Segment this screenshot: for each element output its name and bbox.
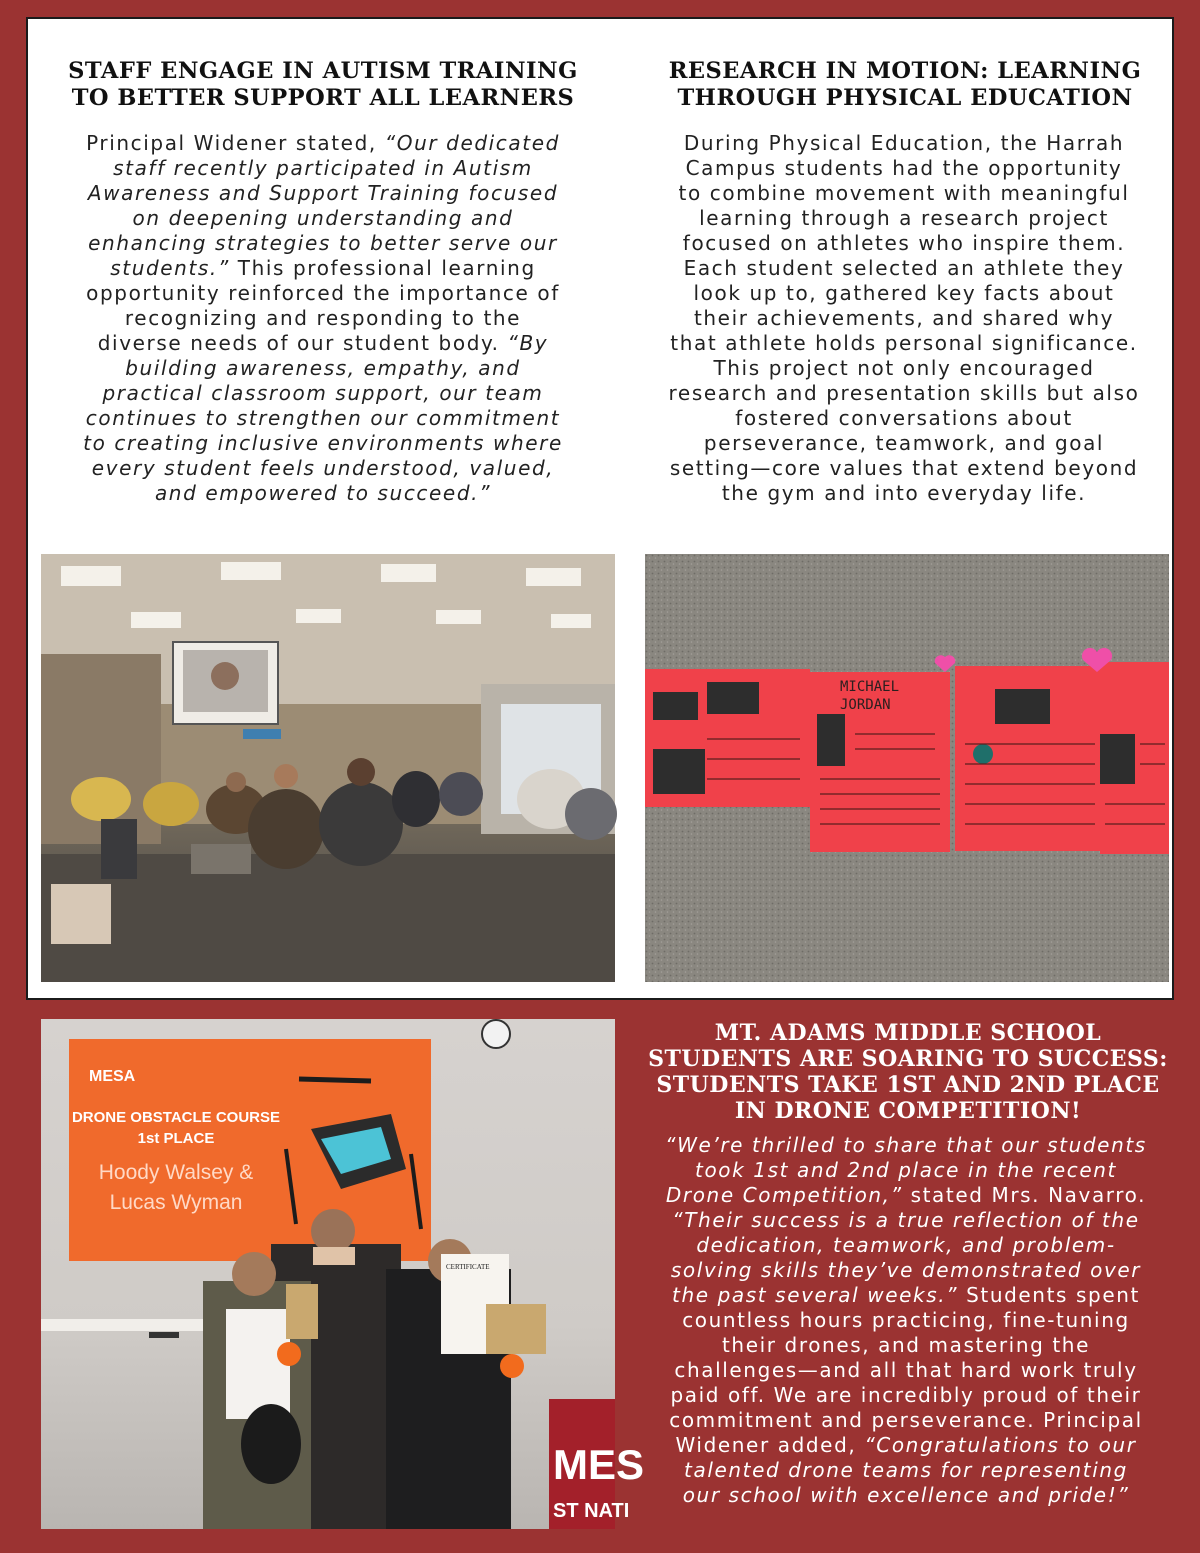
quote-text-segment: “Congratulations to our bbox=[864, 1433, 1137, 1457]
autism-training-photo bbox=[41, 554, 615, 982]
slide-names-line-2: Lucas Wyman bbox=[109, 1191, 243, 1214]
students bbox=[203, 1209, 546, 1529]
bottom-heading-line: STUDENTS TAKE 1ST AND 2ND PLACE bbox=[656, 1072, 1160, 1098]
body-text-segment: diverse needs of our student body. bbox=[97, 331, 508, 355]
body-text-segment: opportunity reinforced the importance of bbox=[86, 281, 560, 305]
banner-text-2: ST NATI bbox=[553, 1500, 630, 1522]
quote-text-segment: the past several weeks.” bbox=[672, 1283, 959, 1307]
right-article-body bbox=[636, 131, 1172, 506]
slide-logo: MESA bbox=[89, 1068, 136, 1085]
body-line bbox=[626, 1208, 1186, 1233]
poster-name-line-1: MICHAEL bbox=[840, 679, 900, 695]
quote-text-segment: Awareness and Support Training focused bbox=[87, 181, 559, 205]
certificate-heading: CERTIFICATE bbox=[446, 1263, 490, 1271]
body-text-segment: This professional learning bbox=[229, 256, 536, 280]
body-line bbox=[40, 431, 606, 456]
quote-text-segment: every student feels understood, valued, bbox=[91, 456, 555, 480]
body-line bbox=[626, 1283, 1186, 1308]
training-room-illustration bbox=[41, 554, 615, 982]
body-line bbox=[40, 306, 606, 331]
athlete-posters-photo bbox=[645, 554, 1169, 982]
body-line bbox=[40, 231, 606, 256]
bottom-article-heading bbox=[628, 1020, 1188, 1124]
body-text-segment: commitment and perseverance. Principal bbox=[669, 1408, 1143, 1432]
body-line bbox=[40, 256, 606, 281]
bottom-heading-line: STUDENTS ARE SOARING TO SUCCESS: bbox=[648, 1046, 1168, 1072]
body-text-segment: paid off. We are incredibly proud of their bbox=[670, 1383, 1142, 1407]
left-heading-line: TO BETTER SUPPORT ALL LEARNERS bbox=[71, 85, 575, 111]
body-text-segment: countless hours practicing, fine-tuning bbox=[682, 1308, 1130, 1332]
quote-text-segment: and empowered to succeed.” bbox=[154, 481, 492, 505]
quote-text-segment: continues to strengthen our commitment bbox=[85, 406, 561, 430]
body-line bbox=[626, 1333, 1186, 1358]
quote-text-segment: students.” bbox=[110, 256, 230, 280]
right-heading-line: RESEARCH IN MOTION: LEARNING bbox=[668, 58, 1142, 84]
body-line bbox=[40, 406, 606, 431]
body-line: research and presentation skills but also bbox=[668, 381, 1140, 405]
body-line bbox=[40, 131, 606, 156]
quote-text-segment: staff recently participated in Autism bbox=[113, 156, 533, 180]
body-text-segment: challenges—and all that hard work truly bbox=[674, 1358, 1138, 1382]
quote-text-segment: dedication, teamwork, and problem- bbox=[696, 1233, 1116, 1257]
slide-names-line-1: Hoody Walsey & bbox=[98, 1161, 254, 1184]
quote-text-segment: solving skills they’ve demonstrated over bbox=[670, 1258, 1142, 1282]
quote-text-segment: took 1st and 2nd place in the recent bbox=[695, 1158, 1117, 1182]
left-heading-line: STAFF ENGAGE IN AUTISM TRAINING bbox=[68, 58, 578, 84]
body-line bbox=[40, 481, 606, 506]
bottom-heading-line: MT. ADAMS MIDDLE SCHOOL bbox=[714, 1020, 1102, 1046]
body-line bbox=[626, 1133, 1186, 1158]
quote-text-segment: “We’re thrilled to share that our students bbox=[665, 1133, 1147, 1157]
quote-text-segment: on deepening understanding and bbox=[132, 206, 514, 230]
body-line: to combine movement with meaningful bbox=[678, 181, 1130, 205]
body-line: their achievements, and shared why bbox=[693, 306, 1115, 330]
body-line: setting—core values that extend beyond bbox=[669, 456, 1139, 480]
body-line bbox=[626, 1483, 1186, 1508]
body-line bbox=[40, 331, 606, 356]
body-line bbox=[626, 1233, 1186, 1258]
body-line bbox=[626, 1408, 1186, 1433]
body-line: that athlete holds personal significance. bbox=[670, 331, 1138, 355]
body-text-segment: Widener added, bbox=[675, 1433, 865, 1457]
body-line: During Physical Education, the Harrah bbox=[683, 131, 1125, 155]
quote-text-segment: our school with excellence and pride!” bbox=[682, 1483, 1130, 1507]
body-line bbox=[40, 206, 606, 231]
body-line: the gym and into everyday life. bbox=[721, 481, 1087, 505]
body-line bbox=[40, 281, 606, 306]
poster-name-line-2: JORDAN bbox=[840, 697, 891, 713]
right-article-heading bbox=[640, 58, 1170, 112]
body-line bbox=[626, 1308, 1186, 1333]
quote-text-segment: talented drone teams for representing bbox=[684, 1458, 1128, 1482]
body-line: This project not only encouraged bbox=[713, 356, 1095, 380]
quote-text-segment: “Our dedicated bbox=[384, 131, 560, 155]
body-line bbox=[626, 1158, 1186, 1183]
right-heading-line: THROUGH PHYSICAL EDUCATION bbox=[677, 85, 1133, 111]
body-line bbox=[626, 1433, 1186, 1458]
body-line bbox=[40, 381, 606, 406]
quote-text-segment: Drone Competition,” bbox=[665, 1183, 903, 1207]
body-line: Campus students had the opportunity bbox=[685, 156, 1123, 180]
body-line: learning through a research project bbox=[699, 206, 1109, 230]
bottom-heading-line: IN DRONE COMPETITION! bbox=[734, 1098, 1082, 1124]
body-line bbox=[40, 156, 606, 181]
body-line: fostered conversations about bbox=[735, 406, 1073, 430]
body-text-segment: stated Mrs. Navarro. bbox=[902, 1183, 1147, 1207]
drone-competition-photo bbox=[41, 1019, 645, 1529]
body-line bbox=[40, 181, 606, 206]
slide-title-line-2: 1st PLACE bbox=[137, 1130, 215, 1147]
banner-text: MES bbox=[553, 1441, 645, 1488]
bulletin-wall-illustration bbox=[645, 554, 1169, 982]
body-text-segment: their drones, and mastering the bbox=[721, 1333, 1090, 1357]
body-text-segment: recognizing and responding to the bbox=[124, 306, 522, 330]
body-line: focused on athletes who inspire them. bbox=[682, 231, 1126, 255]
left-article-body bbox=[40, 131, 606, 506]
body-text-segment: Students spent bbox=[958, 1283, 1140, 1307]
body-line bbox=[626, 1383, 1186, 1408]
body-text-segment: Principal Widener stated, bbox=[86, 131, 385, 155]
body-line: perseverance, teamwork, and goal bbox=[703, 431, 1105, 455]
quote-text-segment: “Their success is a true reflection of the bbox=[672, 1208, 1140, 1232]
quote-text-segment: “By bbox=[507, 331, 549, 355]
drone-award-illustration bbox=[41, 1019, 645, 1529]
body-line bbox=[626, 1358, 1186, 1383]
body-line bbox=[40, 456, 606, 481]
body-line bbox=[626, 1183, 1186, 1208]
slide-title-line-1: DRONE OBSTACLE COURSE bbox=[71, 1109, 281, 1126]
body-line bbox=[40, 356, 606, 381]
body-line bbox=[626, 1458, 1186, 1483]
quote-text-segment: enhancing strategies to better serve our bbox=[88, 231, 558, 255]
body-line bbox=[626, 1258, 1186, 1283]
quote-text-segment: to creating inclusive environments where bbox=[83, 431, 563, 455]
left-article-heading bbox=[40, 58, 606, 112]
quote-text-segment: building awareness, empathy, and bbox=[125, 356, 521, 380]
bottom-article-body bbox=[626, 1133, 1186, 1508]
clock-icon bbox=[482, 1020, 510, 1048]
body-line: look up to, gathered key facts about bbox=[693, 281, 1115, 305]
quote-text-segment: practical classroom support, our team bbox=[102, 381, 544, 405]
body-line: Each student selected an athlete they bbox=[683, 256, 1125, 280]
